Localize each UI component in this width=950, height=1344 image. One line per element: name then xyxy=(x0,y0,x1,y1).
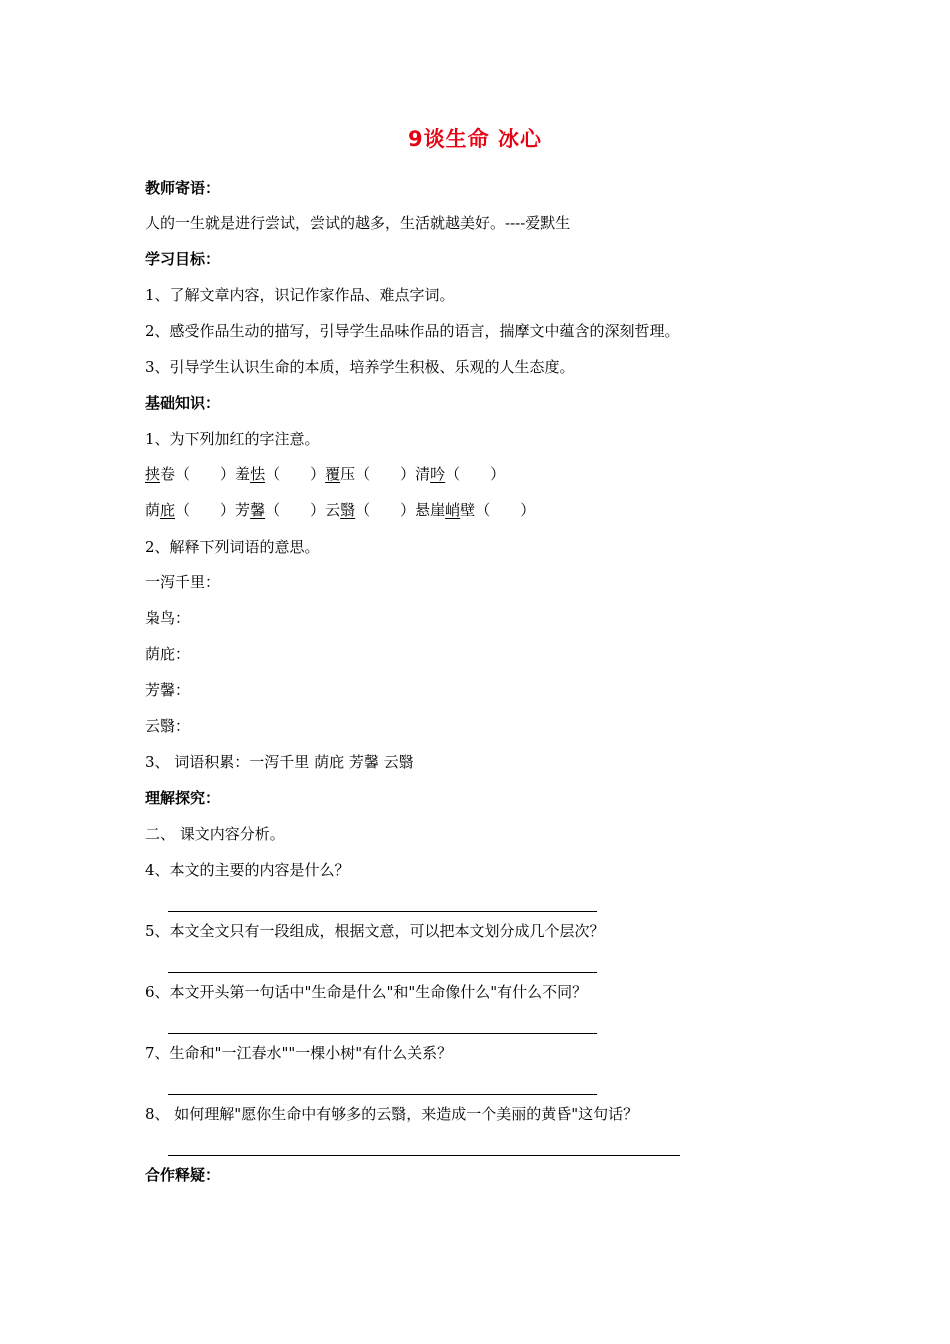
answer-line xyxy=(168,1033,597,1034)
section-heading-cooperation: 合作释疑： xyxy=(145,1166,221,1184)
page-title: 9谈生命 冰心 xyxy=(408,127,542,151)
goal-item: 2、感受作品生动的描写，引导学生品味作品的语言，揣摩文中蕴含的深刻哲理。 xyxy=(145,322,680,340)
answer-line xyxy=(168,972,597,973)
section-heading-teacher-message: 教师寄语： xyxy=(145,179,221,197)
phonetic-word: 覆压 xyxy=(325,465,356,483)
phonetic-word: 悬崖峭壁 xyxy=(415,501,476,519)
phonetic-word: 清吟 xyxy=(415,465,446,483)
phonetic-row-2: 荫庇（ ）芳馨（ ）云翳（ ）悬崖峭壁（ ） xyxy=(145,501,536,519)
phonetic-word: 荫庇 xyxy=(145,501,176,519)
question: 6、本文开头第一句话中"生命是什么"和"生命像什么"有什么不同？ xyxy=(145,983,588,1001)
goal-item: 3、引导学生认识生命的本质，培养学生积极、乐观的人生态度。 xyxy=(145,358,575,376)
answer-line xyxy=(168,911,597,912)
section-heading-goals: 学习目标： xyxy=(145,250,221,268)
phonetic-word: 云翳 xyxy=(325,501,356,519)
accumulation-line: 3、 词语积累：一泻千里 荫庇 芳馨 云翳 xyxy=(145,753,414,771)
vocab-item: 云翳： xyxy=(145,717,191,735)
question: 7、生命和"一江春水""一棵小树"有什么关系？ xyxy=(145,1044,453,1062)
quote-text: 人的一生就是进行尝试，尝试的越多，生活就越美好。----爱默生 xyxy=(145,214,571,232)
phonetic-word: 挟卷 xyxy=(145,465,176,483)
vocab-instruction: 2、解释下列词语的意思。 xyxy=(145,538,320,556)
question: 8、 如何理解"愿你生命中有够多的云翳，来造成一个美丽的黄昏"这句话？ xyxy=(145,1105,639,1123)
vocab-item: 荫庇： xyxy=(145,645,191,663)
answer-line xyxy=(168,1094,597,1095)
phonetic-word: 羞怯 xyxy=(235,465,266,483)
answer-line xyxy=(168,1155,680,1156)
vocab-item: 一泻千里： xyxy=(145,573,221,591)
section-heading-basics: 基础知识： xyxy=(145,394,221,412)
vocab-item: 枭鸟： xyxy=(145,609,191,627)
question: 5、本文全文只有一段组成，根据文意，可以把本文划分成几个层次？ xyxy=(145,922,605,940)
analysis-heading: 二、 课文内容分析。 xyxy=(145,825,285,843)
phonetic-word: 芳馨 xyxy=(235,501,266,519)
question: 4、本文的主要的内容是什么？ xyxy=(145,861,350,879)
goal-item: 1、了解文章内容，识记作家作品、难点字词。 xyxy=(145,286,455,304)
phonetic-row-1: 挟卷（ ）羞怯（ ）覆压（ ）清吟（ ） xyxy=(145,465,506,483)
vocab-item: 芳馨： xyxy=(145,681,191,699)
section-heading-understanding: 理解探究： xyxy=(145,789,221,807)
phonetic-instruction: 1、为下列加红的字注意。 xyxy=(145,430,320,448)
